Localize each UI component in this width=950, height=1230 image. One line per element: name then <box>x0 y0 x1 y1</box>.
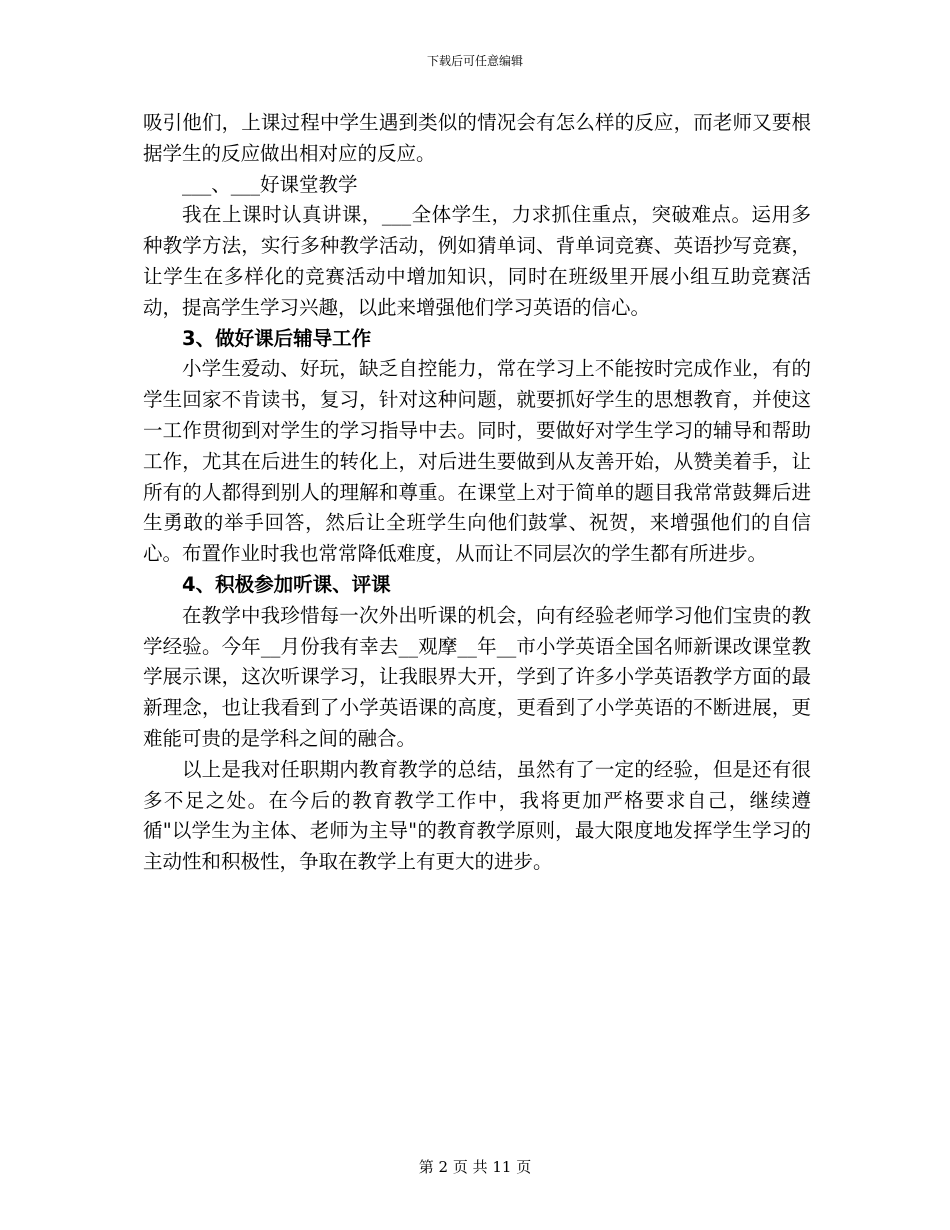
paragraph-lesson-observation: 在教学中我珍惜每一次外出听课的机会，向有经验老师学习他们宝贵的教学经验。今年__月份我有幸去__观摩__年__市小学英语全国名师新课改课堂教学展示课，这次听课学习，让我眼界大开，学到了许多小学英语教学方面的最新理念，也让我看到了小学英语课的高度，更看到了小学英语的不断进展，更难能可贵的是学科之间的融合。 <box>143 603 811 750</box>
paragraph-continuation: 吸引他们，上课过程中学生遇到类似的情况会有怎么样的反应，而老师又要根据学生的反应做出相对应的反应。 <box>143 111 811 165</box>
page-footer: 第 2 页 共 11 页 <box>418 1158 532 1176</box>
paragraph-classroom-teaching: 我在上课时认真讲课，___全体学生，力求抓住重点，突破难点。运用多种教学方法，实行多种教学活动，例如猜单词、背单词竞赛、英语抄写竞赛，让学生在多样化的竞赛活动中增加知识，同时在班级里开展小组互助竞赛活动，提高学生学习兴趣，以此来增强他们学习英语的信心。 <box>143 203 811 319</box>
section-heading-4: 4、积极参加听课、评课 <box>182 572 391 596</box>
section-heading-3: 3、做好课后辅导工作 <box>182 326 372 350</box>
section-heading-2: ___、___好课堂教学 <box>182 172 358 196</box>
paragraph-summary: 以上是我对任职期内教育教学的总结，虽然有了一定的经验，但是还有很多不足之处。在今后的教育教学工作中，我将更加严格要求自己，继续遵循"以学生为主体、老师为主导"的教育教学原则，最大限度地发挥学生学习的主动性和积极性，争取在教学上有更大的进步。 <box>143 757 811 874</box>
paragraph-after-class-tutoring: 小学生爱动、好玩，缺乏自控能力，常在学习上不能按时完成作业，有的学生回家不肯读书，复习，针对这种问题，就要抓好学生的思想教育，并使这一工作贯彻到对学生的学习指导中去。同时，要做好对学生学习的辅导和帮助工作，尤其在后进生的转化上，对后进生要做到从友善开始，从赞美着手，让所有的人都得到别人的理解和尊重。在课堂上对于简单的题目我常常鼓舞后进生勇敢的举手回答，然后让全班学生向他们鼓掌、祝贺，来增强他们的自信心。布置作业时我也常常降低难度，从而让不同层次的学生都有所进步。 <box>143 357 811 566</box>
document-body <box>143 108 811 878</box>
page-header: 下载后可任意编辑 <box>426 54 523 68</box>
